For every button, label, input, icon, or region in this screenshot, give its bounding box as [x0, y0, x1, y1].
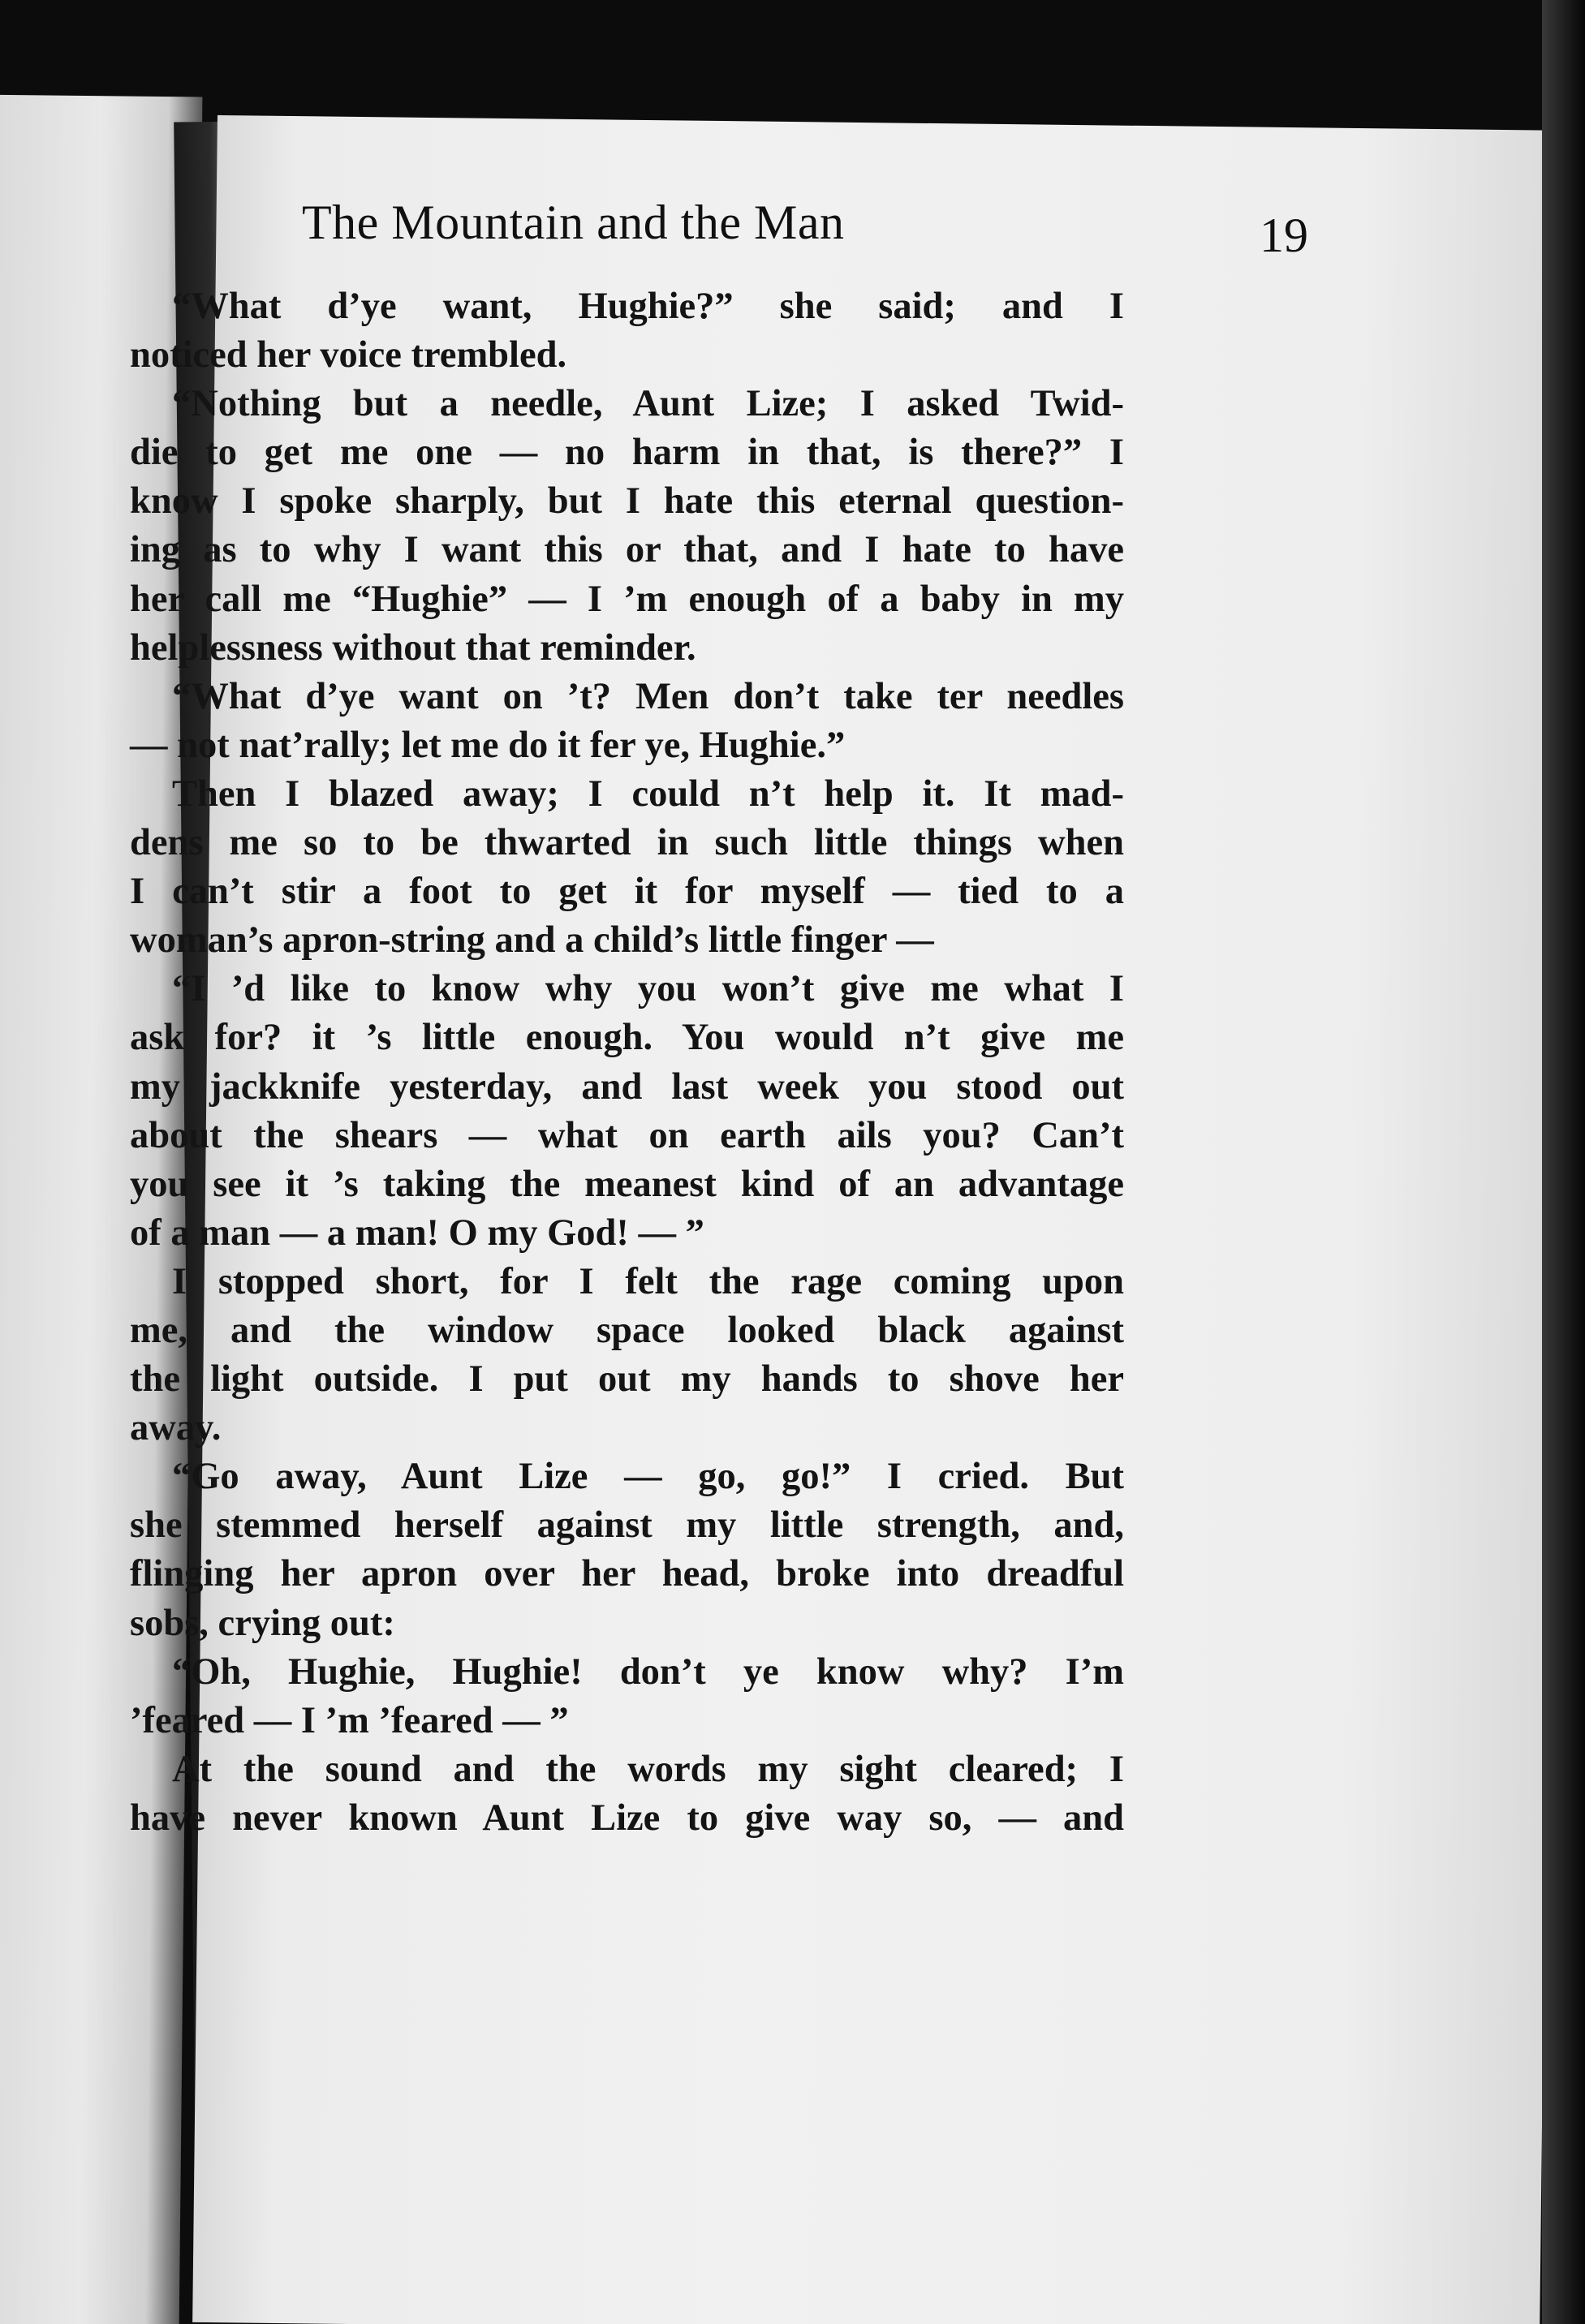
text-line: ing as to why I want this or that, and I hate to have — [130, 529, 1124, 571]
text-line: ’feared — I ’m ’feared — ” — [130, 1699, 569, 1741]
text-line: woman’s apron-string and a child’s little finger — — [130, 919, 934, 962]
text-line: “What d’ye want, Hughie?” she said; and I — [172, 286, 1124, 327]
text-line: dens me so to be thwarted in such little things when — [130, 822, 1124, 864]
text-line: “I ’d like to know why you won’t give me what I — [172, 968, 1124, 1010]
page-number: 19 — [1260, 209, 1308, 262]
text-line: know I spoke sharply, but I hate this eternal question- — [130, 480, 1124, 523]
paragraph — [130, 1452, 1124, 1647]
paragraph — [130, 770, 1124, 965]
text-line: her call me “Hughie” — I ’m enough of a baby in my — [130, 578, 1124, 620]
text-line: flinging her apron over her head, broke into dreadful — [130, 1553, 1124, 1595]
text-line: ask for? it ’s little enough. You would n’t give me — [130, 1017, 1124, 1059]
text-line: “Go away, Aunt Lize — go, go!” I cried. But — [172, 1456, 1124, 1498]
paragraph — [130, 1258, 1124, 1452]
text-line: of a man — a man! O my God! — ” — [130, 1211, 704, 1254]
text-line: I can’t stir a foot to get it for myself — tied to a — [130, 871, 1124, 913]
right-edge-shadow — [1542, 0, 1585, 2324]
running-title: The Mountain and the Man — [302, 196, 845, 249]
paragraph — [130, 282, 1124, 380]
text-line: me, and the window space looked black against — [130, 1309, 1124, 1351]
text-line: noticed her voice trembled. — [130, 334, 567, 377]
text-line: I stopped short, for I felt the rage coming upon — [172, 1260, 1124, 1302]
text-line: my jackknife yesterday, and last week you stood out — [130, 1065, 1124, 1108]
text-line: Then I blazed away; I could n’t help it. It mad- — [172, 773, 1124, 815]
paragraph — [130, 380, 1124, 673]
text-line: away. — [130, 1407, 222, 1449]
text-line: “What d’ye want on ’t? Men don’t take ter needles — [172, 675, 1124, 717]
text-line: “Oh, Hughie, Hughie! don’t ye know why? I’m — [172, 1650, 1124, 1693]
text-line: the light outside. I put out my hands to shove her — [130, 1358, 1124, 1401]
text-line: die to get me one — no harm in that, is there?” I — [130, 432, 1124, 474]
page-body-text — [130, 282, 1124, 1843]
text-line: “Nothing but a needle, Aunt Lize; I asked Twid- — [172, 383, 1124, 425]
paragraph — [130, 965, 1124, 1258]
paragraph — [130, 673, 1124, 770]
text-line: sobs, crying out: — [130, 1602, 395, 1644]
text-line: — not nat’rally; let me do it fer ye, Hughie.” — [130, 724, 846, 766]
text-line: she stemmed herself against my little strength, and, — [130, 1504, 1124, 1547]
text-line: you see it ’s taking the meanest kind of an advantage — [130, 1163, 1124, 1205]
paragraph — [130, 1648, 1124, 1745]
text-line: about the shears — what on earth ails you? Can’t — [130, 1114, 1124, 1156]
text-line: have never known Aunt Lize to give way so, — and — [130, 1797, 1124, 1839]
paragraph — [130, 1745, 1124, 1843]
text-line: helplessness without that reminder. — [130, 626, 696, 669]
text-line: At the sound and the words my sight cleared; I — [172, 1748, 1124, 1790]
